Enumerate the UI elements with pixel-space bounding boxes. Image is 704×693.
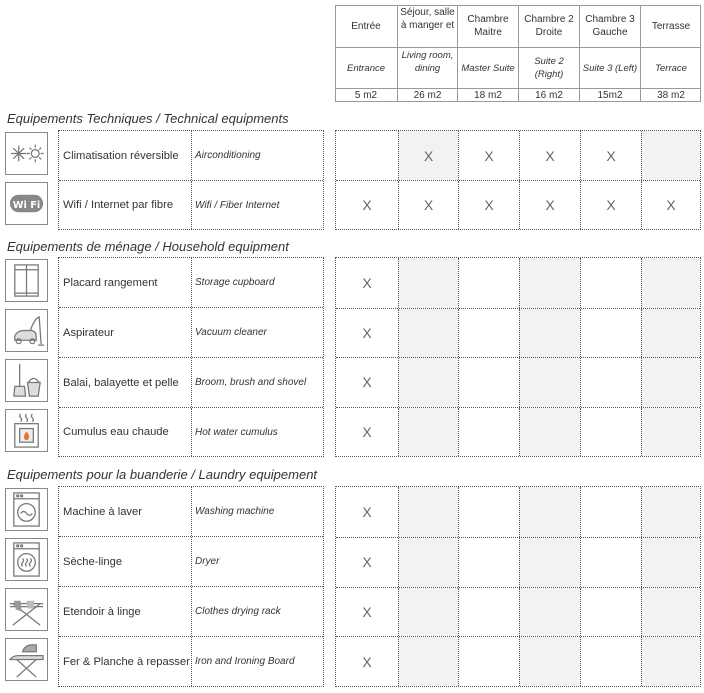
availability-cell	[641, 258, 700, 308]
equipment-name-en: Iron and Ironing Board	[195, 656, 295, 667]
availability-mark: X	[606, 197, 616, 213]
room-name-fr: Terrasse	[651, 20, 691, 32]
availability-mark: X	[666, 197, 676, 213]
room-name-en: Entrance	[335, 47, 397, 88]
availability-mark: X	[606, 147, 616, 164]
equipment-grid-row	[336, 487, 700, 537]
room-col-entree	[335, 5, 397, 102]
availability-cell	[458, 408, 519, 457]
room-name-en: Suite 3 (Left)	[580, 47, 640, 88]
availability-cell	[519, 309, 580, 358]
iron-board-icon	[5, 638, 48, 681]
availability-cell	[641, 487, 700, 537]
washing-machine-icon	[5, 488, 48, 531]
availability-cell	[398, 258, 458, 308]
equipment-name-en: Storage cupboard	[195, 277, 275, 288]
availability-cell	[458, 309, 519, 358]
equipment-name-en: Clothes drying rack	[195, 606, 281, 617]
availability-cell	[398, 538, 458, 587]
room-col-sejour	[397, 5, 457, 102]
equipment-grid-row	[336, 131, 700, 180]
room-name-en: Master Suite	[458, 47, 518, 88]
equipment-name-fr: Climatisation réversible	[63, 149, 179, 162]
availability-cell	[641, 309, 700, 358]
room-col-chambre-2	[518, 5, 579, 102]
availability-mark: X	[362, 603, 372, 620]
availability-cell	[519, 131, 580, 180]
availability-mark: X	[362, 503, 372, 520]
availability-cell	[519, 538, 580, 587]
room-area: 5 m2	[335, 88, 397, 102]
equipment-grid-row	[336, 407, 700, 457]
availability-cell	[641, 358, 700, 407]
room-name-en: Suite 2 (Right)	[519, 47, 579, 88]
equipment-name-en: Dryer	[195, 556, 220, 567]
availability-cell	[458, 637, 519, 686]
equipment-label-row	[58, 257, 324, 457]
availability-cell	[641, 131, 700, 180]
availability-cell	[580, 131, 641, 180]
availability-cell	[580, 309, 641, 358]
availability-cell	[398, 487, 458, 537]
room-col-chambre-3	[579, 5, 640, 102]
room-name-fr: Chambre 2 Droite	[524, 14, 574, 38]
room-name-en: Terrace	[641, 47, 701, 88]
availability-mark: X	[362, 554, 372, 571]
equipment-name-en: Hot water cumulus	[195, 426, 278, 438]
equipment-grid-row	[336, 308, 700, 358]
wifi-icon-text: Wi Fi	[12, 199, 41, 211]
availability-cell	[519, 181, 580, 229]
room-area: 26 m2	[398, 88, 457, 102]
availability-cell	[519, 588, 580, 637]
availability-cell	[519, 487, 580, 537]
availability-cell	[641, 538, 700, 587]
availability-mark: X	[362, 197, 372, 213]
availability-mark: X	[362, 374, 372, 391]
equipment-name-fr: Fer & Planche à repasser	[63, 655, 190, 668]
availability-mark: X	[362, 324, 372, 341]
equipment-name-en: Wifi / Fiber Internet	[195, 199, 280, 211]
equipment-grid-row	[336, 180, 700, 229]
availability-cell	[641, 637, 700, 686]
vacuum-cleaner-icon	[5, 309, 48, 352]
availability-cell	[336, 131, 398, 180]
room-col-chambre-maitre	[457, 5, 518, 102]
availability-cell	[458, 487, 519, 537]
water-heater-icon	[5, 409, 48, 452]
room-name-fr: Séjour, salle à manger et	[400, 7, 455, 31]
equipment-name-fr: Etendoir à linge	[63, 605, 141, 618]
equipment-grid-row	[336, 587, 700, 637]
equipment-grid	[335, 486, 701, 687]
equipment-name-fr: Balai, balayette et pelle	[63, 376, 179, 389]
equipment-name-fr: Wifi / Internet par fibre	[63, 199, 174, 211]
equipment-grid-row	[336, 537, 700, 587]
availability-mark: X	[362, 653, 372, 670]
room-name-en: Living room, dining	[398, 47, 457, 88]
equipment-grid-row	[336, 636, 700, 686]
section-title-household: Equipements de ménage / Household equipment	[7, 239, 289, 254]
availability-cell	[336, 358, 398, 407]
availability-cell	[336, 258, 398, 308]
room-area: 38 m2	[641, 88, 701, 102]
equipment-grid	[335, 257, 701, 457]
room-col-terrasse	[640, 5, 701, 102]
availability-cell	[458, 588, 519, 637]
equipment-name-en: Washing machine	[195, 506, 275, 517]
room-name-fr: Chambre Maitre	[467, 14, 509, 38]
room-name-fr: Chambre 3 Gauche	[585, 14, 635, 38]
room-name-fr: Entrée	[351, 20, 381, 32]
equipment-grid-row	[336, 357, 700, 407]
availability-cell	[458, 131, 519, 180]
availability-cell	[458, 358, 519, 407]
availability-cell	[580, 487, 641, 537]
dryer-icon	[5, 538, 48, 581]
equipment-name-fr: Machine à laver	[63, 505, 142, 518]
equipment-name-en: Airconditioning	[195, 150, 261, 161]
availability-cell	[458, 538, 519, 587]
availability-cell	[336, 487, 398, 537]
equipment-name-fr: Placard rangement	[63, 276, 158, 289]
availability-mark: X	[362, 274, 372, 291]
availability-cell	[398, 358, 458, 407]
availability-cell	[336, 637, 398, 686]
availability-cell	[398, 131, 458, 180]
cupboard-icon	[5, 259, 48, 302]
equipment-label-row	[58, 486, 324, 687]
availability-cell	[458, 181, 519, 229]
room-header-table	[335, 5, 701, 102]
availability-cell	[398, 309, 458, 358]
wifi-icon	[5, 182, 48, 225]
availability-mark: X	[423, 147, 434, 164]
equipment-name-fr: Aspirateur	[63, 326, 114, 339]
equipment-name-fr: Sèche-linge	[63, 555, 123, 568]
availability-mark: X	[484, 197, 494, 213]
section-title-laundry: Equipements pour la buanderie / Laundry equipement	[7, 467, 318, 482]
availability-cell	[336, 309, 398, 358]
availability-mark: X	[545, 147, 555, 164]
availability-cell	[641, 181, 700, 229]
availability-cell	[519, 408, 580, 457]
availability-cell	[580, 538, 641, 587]
availability-cell	[580, 637, 641, 686]
availability-cell	[398, 588, 458, 637]
availability-cell	[641, 408, 700, 457]
availability-cell	[580, 181, 641, 229]
equipment-name-en: Vacuum cleaner	[195, 327, 267, 338]
equipment-label-row	[58, 130, 324, 230]
snowflake-sun-icon	[5, 132, 48, 175]
equipment-name-fr: Cumulus eau chaude	[63, 426, 169, 438]
availability-cell	[458, 258, 519, 308]
availability-mark: X	[484, 147, 494, 164]
availability-cell	[336, 588, 398, 637]
availability-cell	[580, 258, 641, 308]
room-area: 18 m2	[458, 88, 518, 102]
equipment-grid	[335, 130, 701, 230]
drying-rack-icon	[5, 588, 48, 631]
availability-cell	[519, 258, 580, 308]
availability-cell	[580, 408, 641, 457]
availability-cell	[519, 358, 580, 407]
availability-cell	[336, 408, 398, 457]
room-area: 15m2	[580, 88, 640, 102]
availability-mark: X	[423, 197, 434, 213]
equipment-name-en: Broom, brush and shovel	[195, 377, 307, 388]
availability-mark: X	[362, 423, 372, 440]
availability-cell	[398, 408, 458, 457]
equipment-grid-row	[336, 258, 700, 308]
availability-cell	[336, 181, 398, 229]
room-area: 16 m2	[519, 88, 579, 102]
section-title-technical: Equipements Techniques / Technical equipments	[7, 111, 289, 126]
availability-cell	[641, 588, 700, 637]
availability-mark: X	[545, 197, 555, 213]
broom-bucket-icon	[5, 359, 48, 402]
availability-cell	[580, 588, 641, 637]
availability-cell	[580, 358, 641, 407]
availability-cell	[398, 181, 458, 229]
availability-cell	[398, 637, 458, 686]
availability-cell	[336, 538, 398, 587]
availability-cell	[519, 637, 580, 686]
